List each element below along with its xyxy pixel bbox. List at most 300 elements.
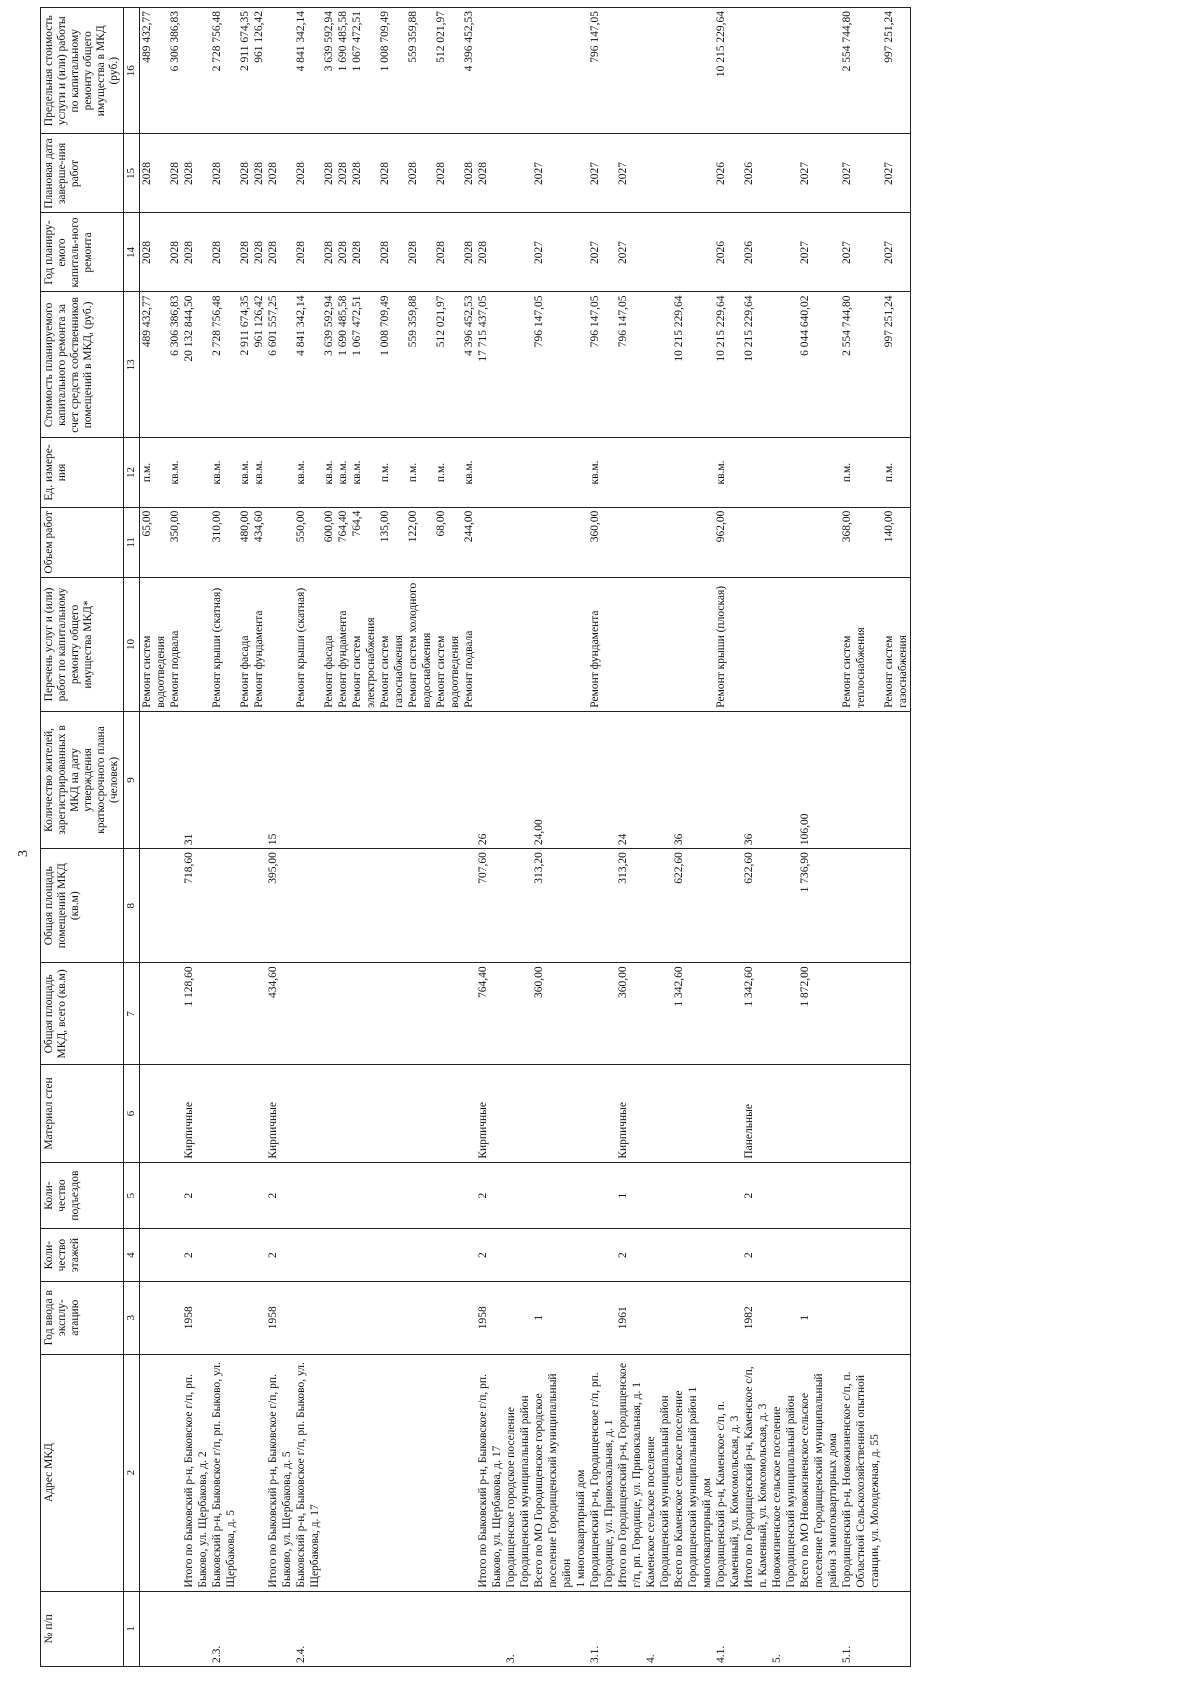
cell-col-1 bbox=[140, 1591, 169, 1666]
cell-col-15: 2027 bbox=[882, 134, 911, 213]
cell-col-12 bbox=[182, 438, 210, 507]
cell-col-14 bbox=[644, 213, 672, 292]
cell-col-7 bbox=[350, 963, 378, 1065]
cell-col-2: Итого по Быковский р-н, Быковское г/п, рп. Быково, ул. Щербакова, д. 2 bbox=[182, 1354, 210, 1591]
cell-col-12: п.м. bbox=[882, 438, 911, 507]
cell-col-10: Ремонт фундамента bbox=[252, 578, 266, 712]
cell-col-7: 360,00 bbox=[616, 963, 644, 1065]
cell-col-10: Ремонт фасада bbox=[322, 578, 336, 712]
cell-col-11: 65,00 bbox=[140, 507, 169, 577]
cell-col-4: 2 bbox=[616, 1229, 644, 1281]
cell-col-9 bbox=[322, 711, 336, 848]
column-number: 14 bbox=[124, 213, 140, 292]
cell-col-13: 2 554 744,80 bbox=[840, 292, 882, 438]
cell-col-5 bbox=[588, 1162, 616, 1229]
cell-col-2: Каменское сельское поселение Городищенский муниципальный район bbox=[644, 1354, 672, 1591]
column-number-row bbox=[124, 8, 140, 1667]
cell-col-10: Ремонт систем водоотведения bbox=[140, 578, 169, 712]
repair-plan-table bbox=[40, 7, 911, 1667]
column-number: 7 bbox=[124, 963, 140, 1065]
cell-col-11: 764,40 bbox=[336, 507, 350, 577]
cell-col-6 bbox=[882, 1065, 911, 1162]
cell-col-15: 2028 bbox=[350, 134, 378, 213]
cell-col-6 bbox=[714, 1065, 742, 1162]
cell-col-8 bbox=[406, 849, 434, 963]
cell-col-14: 2026 bbox=[714, 213, 742, 292]
cell-col-15: 2028 bbox=[406, 134, 434, 213]
cell-col-4 bbox=[336, 1229, 350, 1281]
cell-col-16: 10 215 229,64 bbox=[714, 8, 742, 135]
column-header: Объем работ bbox=[41, 507, 124, 577]
cell-col-6 bbox=[574, 1065, 588, 1162]
cell-col-12 bbox=[504, 438, 532, 507]
cell-col-8: 1 736,90 bbox=[798, 849, 840, 963]
cell-col-9 bbox=[574, 711, 588, 848]
cell-col-6 bbox=[252, 1065, 266, 1162]
cell-col-6 bbox=[504, 1065, 532, 1162]
cell-col-6 bbox=[378, 1065, 406, 1162]
table-row bbox=[252, 8, 266, 1667]
cell-col-6: Кирпичные bbox=[182, 1065, 210, 1162]
cell-col-13 bbox=[574, 292, 588, 438]
cell-col-3 bbox=[140, 1281, 169, 1354]
table-row bbox=[140, 8, 169, 1667]
cell-col-9 bbox=[168, 711, 182, 848]
cell-col-8 bbox=[168, 849, 182, 963]
cell-col-2: Всего по МО Городищенское городское поселение Городищенский муниципальный район bbox=[532, 1354, 574, 1591]
cell-col-13: 3 639 592,94 bbox=[322, 292, 336, 438]
cell-col-11: 310,00 bbox=[210, 507, 238, 577]
cell-col-14: 2028 bbox=[336, 213, 350, 292]
cell-col-10 bbox=[672, 578, 714, 712]
cell-col-3: 1958 bbox=[182, 1281, 210, 1354]
column-header: Год ввода в эксплу-атацию bbox=[41, 1281, 124, 1354]
cell-col-3 bbox=[252, 1281, 266, 1354]
cell-col-12: п.м. bbox=[140, 438, 169, 507]
cell-col-13: 1 690 485,58 bbox=[336, 292, 350, 438]
table-row bbox=[266, 8, 294, 1667]
cell-col-8 bbox=[462, 849, 476, 963]
cell-col-14: 2028 bbox=[210, 213, 238, 292]
table-row bbox=[238, 8, 252, 1667]
cell-col-11: 135,00 bbox=[378, 507, 406, 577]
cell-col-10: Ремонт фундамента bbox=[336, 578, 350, 712]
cell-col-8: 313,20 bbox=[616, 849, 644, 963]
cell-col-13: 2 911 674,35 bbox=[238, 292, 252, 438]
cell-col-16: 4 841 342,14 bbox=[294, 8, 322, 135]
table-row bbox=[210, 8, 238, 1667]
cell-col-11 bbox=[616, 507, 644, 577]
cell-col-12: кв.м. bbox=[238, 438, 252, 507]
table-row bbox=[616, 8, 644, 1667]
cell-col-16 bbox=[574, 8, 588, 135]
cell-col-3 bbox=[714, 1281, 742, 1354]
cell-col-3 bbox=[462, 1281, 476, 1354]
cell-col-1 bbox=[406, 1591, 434, 1666]
cell-col-13: 961 126,42 bbox=[252, 292, 266, 438]
cell-col-10 bbox=[644, 578, 672, 712]
cell-col-7: 1 872,00 bbox=[798, 963, 840, 1065]
cell-col-13: 559 359,88 bbox=[406, 292, 434, 438]
cell-col-15: 2028 bbox=[182, 134, 210, 213]
cell-col-3 bbox=[406, 1281, 434, 1354]
cell-col-10 bbox=[182, 578, 210, 712]
cell-col-13: 512 021,97 bbox=[434, 292, 462, 438]
cell-col-4 bbox=[532, 1229, 574, 1281]
cell-col-1 bbox=[742, 1591, 770, 1666]
cell-col-4 bbox=[350, 1229, 378, 1281]
cell-col-2 bbox=[168, 1354, 182, 1591]
cell-col-13: 10 215 229,64 bbox=[742, 292, 770, 438]
cell-col-15: 2028 bbox=[434, 134, 462, 213]
cell-col-7 bbox=[210, 963, 238, 1065]
cell-col-12: кв.м. bbox=[168, 438, 182, 507]
cell-col-7: 360,00 bbox=[532, 963, 574, 1065]
cell-col-10 bbox=[266, 578, 294, 712]
column-number: 15 bbox=[124, 134, 140, 213]
column-header: Год планиру-емого капиталь-ного ремонта bbox=[41, 213, 124, 292]
cell-col-11 bbox=[770, 507, 798, 577]
cell-col-15: 2026 bbox=[742, 134, 770, 213]
cell-col-14: 2028 bbox=[168, 213, 182, 292]
cell-col-11: 368,00 bbox=[840, 507, 882, 577]
cell-col-16: 2 728 756,48 bbox=[210, 8, 238, 135]
cell-col-8: 395,00 bbox=[266, 849, 294, 963]
cell-col-3 bbox=[168, 1281, 182, 1354]
cell-col-12: кв.м. bbox=[714, 438, 742, 507]
cell-col-5 bbox=[140, 1162, 169, 1229]
cell-col-4 bbox=[294, 1229, 322, 1281]
cell-col-4 bbox=[882, 1229, 911, 1281]
cell-col-5 bbox=[336, 1162, 350, 1229]
cell-col-11: 244,00 bbox=[462, 507, 476, 577]
cell-col-3 bbox=[434, 1281, 462, 1354]
cell-col-9 bbox=[840, 711, 882, 848]
cell-col-1: 2.3. bbox=[210, 1591, 238, 1666]
cell-col-1 bbox=[350, 1591, 378, 1666]
cell-col-3 bbox=[504, 1281, 532, 1354]
cell-col-13: 17 715 437,05 bbox=[476, 292, 504, 438]
cell-col-4 bbox=[168, 1229, 182, 1281]
cell-col-5 bbox=[406, 1162, 434, 1229]
cell-col-14: 2027 bbox=[532, 213, 574, 292]
cell-col-11 bbox=[266, 507, 294, 577]
cell-col-15: 2027 bbox=[798, 134, 840, 213]
cell-col-3: 1961 bbox=[616, 1281, 644, 1354]
cell-col-3 bbox=[210, 1281, 238, 1354]
cell-col-12: п.м. bbox=[378, 438, 406, 507]
cell-col-10: Ремонт подвала bbox=[462, 578, 476, 712]
cell-col-15 bbox=[574, 134, 588, 213]
cell-col-4 bbox=[378, 1229, 406, 1281]
cell-col-4 bbox=[322, 1229, 336, 1281]
cell-col-14: 2028 bbox=[476, 213, 504, 292]
cell-col-3 bbox=[336, 1281, 350, 1354]
cell-col-7: 434,60 bbox=[266, 963, 294, 1065]
cell-col-3: 1 bbox=[532, 1281, 574, 1354]
cell-col-1 bbox=[616, 1591, 644, 1666]
cell-col-4 bbox=[588, 1229, 616, 1281]
cell-col-5 bbox=[574, 1162, 588, 1229]
cell-col-1 bbox=[266, 1591, 294, 1666]
cell-col-3 bbox=[322, 1281, 336, 1354]
column-header: Стоимость планируемого капитального ремонта за счет средств собственников помещений в МКД, (руб.) bbox=[41, 292, 124, 438]
cell-col-2 bbox=[336, 1354, 350, 1591]
cell-col-13: 1 067 472,51 bbox=[350, 292, 378, 438]
cell-col-2: Всего по МО Новожизненское сельское поселение Городищенский муниципальный район 3 многоквартирных дома bbox=[798, 1354, 840, 1591]
table-row bbox=[840, 8, 882, 1667]
cell-col-13: 4 841 342,14 bbox=[294, 292, 322, 438]
cell-col-11: 122,00 bbox=[406, 507, 434, 577]
cell-col-8 bbox=[504, 849, 532, 963]
cell-col-9: 36 bbox=[742, 711, 770, 848]
cell-col-1: 4.1. bbox=[714, 1591, 742, 1666]
cell-col-6 bbox=[168, 1065, 182, 1162]
cell-col-7 bbox=[588, 963, 616, 1065]
cell-col-4 bbox=[770, 1229, 798, 1281]
cell-col-14: 2027 bbox=[798, 213, 840, 292]
cell-col-12: кв.м. bbox=[588, 438, 616, 507]
cell-col-16 bbox=[770, 8, 798, 135]
cell-col-2 bbox=[238, 1354, 252, 1591]
cell-col-14 bbox=[770, 213, 798, 292]
cell-col-9 bbox=[714, 711, 742, 848]
table-row bbox=[476, 8, 504, 1667]
cell-col-6 bbox=[532, 1065, 574, 1162]
cell-col-5 bbox=[644, 1162, 672, 1229]
cell-col-10: Ремонт систем газоснабжения bbox=[882, 578, 911, 712]
cell-col-2: Быковский р-н, Быковское г/п, рп. Быково, ул. Щербакова, д. 17 bbox=[294, 1354, 322, 1591]
cell-col-3 bbox=[350, 1281, 378, 1354]
cell-col-6 bbox=[406, 1065, 434, 1162]
column-number: 5 bbox=[124, 1162, 140, 1229]
cell-col-14: 2028 bbox=[406, 213, 434, 292]
cell-col-7 bbox=[462, 963, 476, 1065]
cell-col-10: Ремонт систем теплоснабжения bbox=[840, 578, 882, 712]
cell-col-6: Кирпичные bbox=[266, 1065, 294, 1162]
table-row bbox=[378, 8, 406, 1667]
cell-col-3 bbox=[294, 1281, 322, 1354]
cell-col-16 bbox=[532, 8, 574, 135]
cell-col-5: 2 bbox=[742, 1162, 770, 1229]
cell-col-1: 4. bbox=[644, 1591, 672, 1666]
cell-col-5: 2 bbox=[476, 1162, 504, 1229]
cell-col-8 bbox=[140, 849, 169, 963]
cell-col-9: 15 bbox=[266, 711, 294, 848]
cell-col-8: 622,60 bbox=[742, 849, 770, 963]
cell-col-2 bbox=[140, 1354, 169, 1591]
cell-col-7: 1 342,60 bbox=[742, 963, 770, 1065]
cell-col-4 bbox=[238, 1229, 252, 1281]
cell-col-1 bbox=[322, 1591, 336, 1666]
column-number: 2 bbox=[124, 1354, 140, 1591]
column-header: № п/п bbox=[41, 1591, 124, 1666]
cell-col-2 bbox=[882, 1354, 911, 1591]
cell-col-1 bbox=[336, 1591, 350, 1666]
cell-col-13 bbox=[504, 292, 532, 438]
cell-col-15: 2028 bbox=[322, 134, 336, 213]
cell-col-11 bbox=[742, 507, 770, 577]
cell-col-16: 997 251,24 bbox=[882, 8, 911, 135]
cell-col-9 bbox=[434, 711, 462, 848]
cell-col-14: 2027 bbox=[588, 213, 616, 292]
cell-col-11: 550,00 bbox=[294, 507, 322, 577]
table-row bbox=[672, 8, 714, 1667]
cell-col-7 bbox=[882, 963, 911, 1065]
cell-col-16 bbox=[742, 8, 770, 135]
cell-col-2 bbox=[434, 1354, 462, 1591]
cell-col-10 bbox=[532, 578, 574, 712]
cell-col-15: 2027 bbox=[616, 134, 644, 213]
cell-col-12 bbox=[476, 438, 504, 507]
cell-col-4 bbox=[140, 1229, 169, 1281]
cell-col-5 bbox=[294, 1162, 322, 1229]
cell-col-7 bbox=[406, 963, 434, 1065]
cell-col-9 bbox=[644, 711, 672, 848]
table-row bbox=[742, 8, 770, 1667]
column-header: Адрес МКД bbox=[41, 1354, 124, 1591]
cell-col-2: Итого по Быковский р-н, Быковское г/п, рп. Быково, ул. Щербакова, д. 5 bbox=[266, 1354, 294, 1591]
cell-col-16: 4 396 452,53 bbox=[462, 8, 476, 135]
cell-col-4 bbox=[434, 1229, 462, 1281]
cell-col-9 bbox=[770, 711, 798, 848]
cell-col-1 bbox=[252, 1591, 266, 1666]
cell-col-15: 2027 bbox=[588, 134, 616, 213]
cell-col-16: 3 639 592,94 bbox=[322, 8, 336, 135]
column-header: Перечень услуг и (или) работ по капитальному ремонту общего имущества МКД* bbox=[41, 578, 124, 712]
cell-col-14: 2028 bbox=[238, 213, 252, 292]
cell-col-4 bbox=[406, 1229, 434, 1281]
cell-col-5 bbox=[378, 1162, 406, 1229]
cell-col-14 bbox=[574, 213, 588, 292]
cell-col-2 bbox=[406, 1354, 434, 1591]
cell-col-6: Кирпичные bbox=[616, 1065, 644, 1162]
cell-col-15 bbox=[672, 134, 714, 213]
table-header-row bbox=[41, 8, 124, 1667]
cell-col-12 bbox=[798, 438, 840, 507]
cell-col-8 bbox=[644, 849, 672, 963]
cell-col-16: 1 690 485,58 bbox=[336, 8, 350, 135]
cell-col-9: 24,00 bbox=[532, 711, 574, 848]
cell-col-8 bbox=[882, 849, 911, 963]
cell-col-12: кв.м. bbox=[350, 438, 378, 507]
cell-col-11 bbox=[672, 507, 714, 577]
cell-col-3 bbox=[588, 1281, 616, 1354]
cell-col-13: 10 215 229,64 bbox=[672, 292, 714, 438]
column-number: 12 bbox=[124, 438, 140, 507]
cell-col-7 bbox=[770, 963, 798, 1065]
cell-col-7 bbox=[644, 963, 672, 1065]
cell-col-6 bbox=[140, 1065, 169, 1162]
cell-col-5 bbox=[882, 1162, 911, 1229]
cell-col-10: Ремонт систем электроснабжения bbox=[350, 578, 378, 712]
cell-col-12: кв.м. bbox=[210, 438, 238, 507]
cell-col-9 bbox=[882, 711, 911, 848]
cell-col-10: Ремонт крыши (скатная) bbox=[294, 578, 322, 712]
cell-col-2: Городищенский р-н, Каменское с/п, п. Каменный, ул. Комсомольская, д. 3 bbox=[714, 1354, 742, 1591]
cell-col-5 bbox=[532, 1162, 574, 1229]
cell-col-14: 2027 bbox=[840, 213, 882, 292]
cell-col-11: 140,00 bbox=[882, 507, 911, 577]
table-row bbox=[336, 8, 350, 1667]
column-number: 13 bbox=[124, 292, 140, 438]
cell-col-6 bbox=[798, 1065, 840, 1162]
cell-col-5 bbox=[798, 1162, 840, 1229]
cell-col-14: 2028 bbox=[252, 213, 266, 292]
cell-col-3 bbox=[840, 1281, 882, 1354]
cell-col-6 bbox=[462, 1065, 476, 1162]
cell-col-2: Новожизненское сельское поселение Городищенский муниципальный район bbox=[770, 1354, 798, 1591]
column-number: 11 bbox=[124, 507, 140, 577]
cell-col-9: 26 bbox=[476, 711, 504, 848]
cell-col-5 bbox=[322, 1162, 336, 1229]
cell-col-14: 2028 bbox=[462, 213, 476, 292]
cell-col-14: 2028 bbox=[322, 213, 336, 292]
cell-col-11: 434,60 bbox=[252, 507, 266, 577]
cell-col-12 bbox=[644, 438, 672, 507]
cell-col-10: Ремонт фасада bbox=[238, 578, 252, 712]
cell-col-3: 1958 bbox=[476, 1281, 504, 1354]
cell-col-7 bbox=[434, 963, 462, 1065]
cell-col-14: 2028 bbox=[350, 213, 378, 292]
page-number: 3 bbox=[16, 850, 31, 857]
cell-col-1: 3.1. bbox=[588, 1591, 616, 1666]
cell-col-4 bbox=[798, 1229, 840, 1281]
cell-col-14: 2028 bbox=[140, 213, 169, 292]
cell-col-5 bbox=[462, 1162, 476, 1229]
table-row bbox=[532, 8, 574, 1667]
table-row bbox=[644, 8, 672, 1667]
cell-col-6 bbox=[238, 1065, 252, 1162]
cell-col-11: 764,4 bbox=[350, 507, 378, 577]
cell-col-2: Итого по Быковский р-н, Быковское г/п, рп. Быково, ул. Щербакова, д. 17 bbox=[476, 1354, 504, 1591]
cell-col-15: 2026 bbox=[714, 134, 742, 213]
cell-col-7: 1 342,60 bbox=[672, 963, 714, 1065]
cell-col-6 bbox=[322, 1065, 336, 1162]
cell-col-1 bbox=[882, 1591, 911, 1666]
cell-col-12 bbox=[574, 438, 588, 507]
cell-col-10 bbox=[742, 578, 770, 712]
cell-col-1 bbox=[168, 1591, 182, 1666]
cell-col-16 bbox=[504, 8, 532, 135]
cell-col-16 bbox=[798, 8, 840, 135]
table-row bbox=[798, 8, 840, 1667]
cell-col-9 bbox=[504, 711, 532, 848]
cell-col-7: 1 128,60 bbox=[182, 963, 210, 1065]
cell-col-14: 2028 bbox=[434, 213, 462, 292]
column-number: 1 bbox=[124, 1591, 140, 1666]
cell-col-7 bbox=[238, 963, 252, 1065]
cell-col-7 bbox=[336, 963, 350, 1065]
cell-col-4 bbox=[714, 1229, 742, 1281]
cell-col-12: кв.м. bbox=[336, 438, 350, 507]
cell-col-16: 2 554 744,80 bbox=[840, 8, 882, 135]
cell-col-12: кв.м. bbox=[462, 438, 476, 507]
cell-col-2 bbox=[322, 1354, 336, 1591]
column-number: 3 bbox=[124, 1281, 140, 1354]
cell-col-15 bbox=[770, 134, 798, 213]
cell-col-2 bbox=[350, 1354, 378, 1591]
cell-col-4: 2 bbox=[476, 1229, 504, 1281]
cell-col-6 bbox=[336, 1065, 350, 1162]
cell-col-14: 2028 bbox=[182, 213, 210, 292]
cell-col-15: 2028 bbox=[378, 134, 406, 213]
cell-col-15: 2028 bbox=[140, 134, 169, 213]
cell-col-4 bbox=[644, 1229, 672, 1281]
cell-col-5 bbox=[252, 1162, 266, 1229]
cell-col-12: кв.м. bbox=[322, 438, 336, 507]
cell-col-9 bbox=[252, 711, 266, 848]
